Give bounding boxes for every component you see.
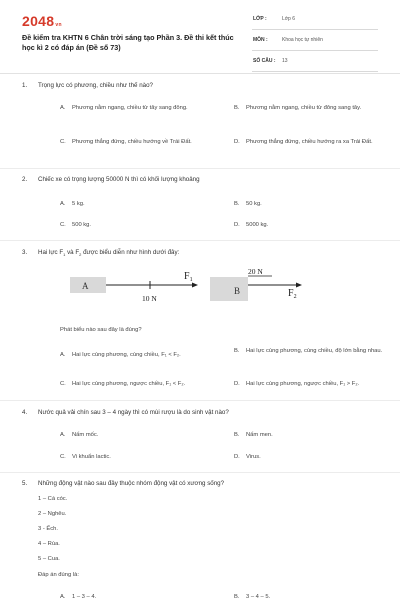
logo-suffix: vn bbox=[55, 22, 62, 28]
header-divider bbox=[0, 73, 400, 74]
meta-key: SỐ CÂU : bbox=[253, 58, 276, 64]
meta-key: MÔN : bbox=[253, 37, 268, 43]
question-stem: Đáp án đúng là: bbox=[38, 572, 79, 578]
list-item: 5 – Cua. bbox=[38, 556, 60, 562]
force-f1-label: $F_1$ bbox=[184, 271, 193, 283]
scale-b-label: 20 N bbox=[248, 267, 263, 276]
question-divider bbox=[0, 240, 400, 241]
meta-value: 13 bbox=[282, 58, 288, 64]
option-letter: D. bbox=[234, 222, 240, 228]
question-text: Hai lực $F_1$ và $F_2$ được biểu diễn như hình dưới đây: bbox=[38, 249, 180, 258]
block-b bbox=[210, 277, 248, 301]
option-text: Hai lực cùng phương, cùng chiều, F₁ < F₂. bbox=[72, 352, 181, 358]
meta-count bbox=[252, 55, 378, 72]
option-text: 5000 kg. bbox=[246, 222, 269, 228]
option-text: Phương thẳng đứng, chiều hướng về Trái Đất. bbox=[72, 139, 192, 145]
logo-text: 2048 bbox=[22, 13, 55, 29]
meta-subject bbox=[252, 34, 378, 51]
question-stem: Phát biểu nào sau đây là đúng? bbox=[60, 327, 142, 333]
question-text: Chiếc xe có trọng lượng 50000 N thì có khối lượng khoảng bbox=[38, 176, 200, 183]
option-text: 50 kg. bbox=[246, 201, 262, 207]
question-number: 1. bbox=[22, 82, 28, 89]
question-4 bbox=[22, 409, 382, 469]
scale-a-label: 10 N bbox=[142, 294, 157, 303]
option-letter: C. bbox=[60, 454, 66, 460]
block-a-label: A bbox=[82, 281, 89, 291]
question-2 bbox=[22, 176, 382, 236]
question-divider bbox=[0, 168, 400, 169]
question-number: 2. bbox=[22, 176, 28, 183]
meta-key: LỚP : bbox=[253, 16, 267, 22]
option-letter: C. bbox=[60, 222, 66, 228]
question-text: Những động vật nào sau đây thuộc nhóm động vật có xương sống? bbox=[38, 480, 225, 487]
option-text: Nấm men. bbox=[246, 432, 273, 438]
list-item: 4 – Rùa. bbox=[38, 541, 60, 547]
option-letter: A. bbox=[60, 432, 66, 438]
site-logo[interactable] bbox=[22, 13, 62, 29]
option-text: Phương nằm ngang, chiều từ tây sang đông. bbox=[72, 105, 188, 111]
force-f1-arrowhead bbox=[192, 283, 198, 288]
option-text: Hai lực cùng phương, ngược chiều, F₁ > F₂. bbox=[246, 381, 360, 387]
option-letter: A. bbox=[60, 594, 66, 600]
meta-value: Lớp 6 bbox=[282, 16, 296, 22]
question-3 bbox=[22, 249, 382, 394]
option-text: Phương thẳng đứng, chiều hướng ra xa Trái Đất. bbox=[246, 139, 373, 145]
question-number: 3. bbox=[22, 249, 28, 256]
option-text: 5 kg. bbox=[72, 201, 85, 207]
option-text: Virus. bbox=[246, 454, 261, 460]
option-letter: D. bbox=[234, 381, 240, 387]
meta-value: Khoa học tự nhiên bbox=[282, 37, 323, 43]
option-letter: D. bbox=[234, 139, 240, 145]
option-letter: C. bbox=[60, 139, 66, 145]
option-text: 500 kg. bbox=[72, 222, 92, 228]
block-b-label: B bbox=[234, 286, 241, 296]
option-letter: B. bbox=[234, 348, 240, 354]
meta-panel bbox=[252, 13, 378, 76]
page-header bbox=[0, 0, 400, 70]
option-text: 3 – 4 – 5. bbox=[246, 594, 271, 600]
question-number: 4. bbox=[22, 409, 28, 416]
option-letter: A. bbox=[60, 105, 66, 111]
option-text: Vi khuẩn lactic. bbox=[72, 454, 111, 460]
question-1 bbox=[22, 82, 382, 162]
option-letter: B. bbox=[234, 432, 240, 438]
option-letter: B. bbox=[234, 594, 240, 600]
force-f2-label: $F_2$ bbox=[288, 288, 297, 300]
option-text: Nấm mốc. bbox=[72, 432, 99, 438]
question-text: Nước quả vải chín sau 3 – 4 ngày thì có mùi rượu là do sinh vật nào? bbox=[38, 409, 229, 416]
document-title: Đề kiểm tra KHTN 6 Chân trời sáng tạo Phần 3. Đề thi kết thúc học kì 2 có đáp án (Đề số 73) bbox=[22, 33, 234, 52]
list-item: 2 – Nghêu. bbox=[38, 511, 67, 517]
meta-class bbox=[252, 13, 378, 30]
list-item: 1 – Cá cóc. bbox=[38, 496, 68, 502]
option-text: 1 – 3 – 4. bbox=[72, 594, 97, 600]
list-item: 3 - Ếch. bbox=[38, 526, 58, 532]
option-letter: B. bbox=[234, 201, 240, 207]
option-letter: C. bbox=[60, 381, 66, 387]
option-letter: A. bbox=[60, 201, 66, 207]
question-divider bbox=[0, 400, 400, 401]
option-text: Hai lực cùng phương, ngược chiều, F₁ < F₂. bbox=[72, 381, 186, 387]
option-text: Phương nằm ngang, chiều từ đông sang tây. bbox=[246, 105, 362, 111]
force-figure bbox=[60, 261, 360, 319]
option-letter: A. bbox=[60, 352, 66, 358]
option-letter: B. bbox=[234, 105, 240, 111]
question-5 bbox=[22, 480, 382, 600]
force-f2-arrowhead bbox=[296, 283, 302, 288]
question-number: 5. bbox=[22, 480, 28, 487]
question-divider bbox=[0, 472, 400, 473]
option-letter: D. bbox=[234, 454, 240, 460]
question-text: Trọng lực có phương, chiều như thế nào? bbox=[38, 82, 153, 89]
option-text: Hai lực cùng phương, cùng chiều, độ lớn bằng nhau. bbox=[246, 348, 383, 354]
